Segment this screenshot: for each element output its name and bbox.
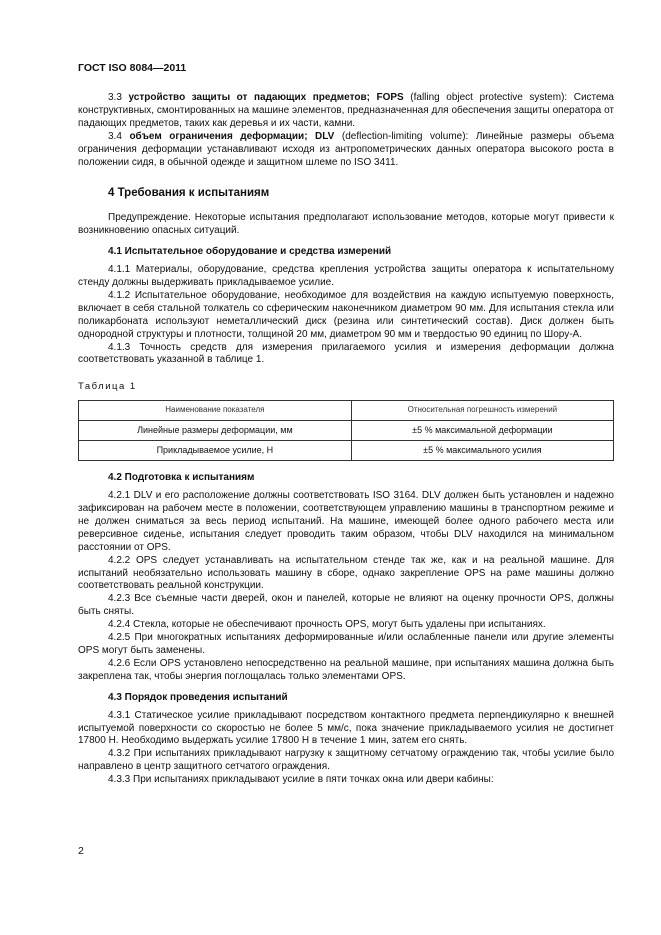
page-content [78,92,614,787]
table-header-row [79,401,614,421]
paragraph-4-2-6: 4.2.6 Если OPS установлено непосредственно на реальной машине, при испытаниях машина должна быть закреплена так, чтобы энергия поглощалась только элементами OPS. [78,657,614,682]
section-4-3-heading: 4.3 Порядок проведения испытаний [108,691,288,703]
paragraph-4-1-2: 4.1.2 Испытательное оборудование, необходимое для воздействия на каждую испытуемую поверхность, включает в себя стальной толкатель со сферическим наконечником диаметром 90 мм. Для испытания стекла или поликарбоната используют неметаллический диск (резина или синтетический состав). Диск должен быть однородной структуры и плотности, толщиной 20 мм, диаметром 90 мм и твердостью 90 единиц по Шору-А. [78,289,614,340]
section-4-2-heading: 4.2 Подготовка к испытаниям [108,472,255,484]
section-4-heading: 4 Требования к испытаниям [108,187,270,200]
def-3-3-term: устройство защиты от падающих предметов; FOPS [128,92,404,103]
table-cell: ±5 % максимального усилия [351,441,613,461]
paragraph-4-2-5: 4.2.5 При многократных испытаниях деформированные и/или ослабленные панели или другие элементы OPS могут быть заменены. [78,632,614,656]
table-header-cell: Наименование показателя [79,401,352,421]
paragraph-4-2-2: 4.2.2 OPS следует устанавливать на испытательном стенде так же, как и на реальной машине. Для испытаний необязательно использовать машину в сборе, однако закрепление OPS на раме машины должно соответствовать реальной конструкции. [78,554,614,592]
table-row [79,421,614,441]
def-3-3-text: (falling object protective system): Система конструктивных, смонтированных на машине элементов, предназначенная для обеспечения защиты оператора от падающих предметов, таких как деревья и их части, камни. [78,92,614,129]
paragraph-4-2-4: 4.2.4 Стекла, которые не обеспечивают прочность OPS, могут быть удалены при испытаниях. [108,619,546,631]
paragraph-4-2-1: 4.2.1 DLV и его расположение должны соответствовать ISO 3164. DLV должен быть установлен и надежно зафиксирован на рабочем месте в положении, соответствующем управлению машины в транспортном режиме и не должен сниматься за весь период испытаний. На машине, имеющей более одного рабочего места или реверсивное сиденье, испытания следует проводить таким образом, чтобы DLV находился на минимальном расстоянии от OPS. [78,490,614,553]
def-3-4-text: (deflection-limiting volume): Линейные размеры объема ограничения деформации устанавливают исходя из антропометрических данных оператора высокого роста в положении сидя, в обычной одежде и защитном шлеме по ISO 3411. [78,130,615,168]
warning-paragraph: Предупреждение. Некоторые испытания предполагают использование методов, которые могут привести к возникновению опасных ситуаций. [78,212,614,237]
table-cell: ±5 % максимальной деформации [351,421,613,441]
page-number: 2 [78,845,84,857]
paragraph-4-3-2: 4.3.2 При испытаниях прикладывают нагрузку к защитному сетчатому ограждению так, чтобы усилие было направлено в центр защитного сетчатого ограждения. [78,748,614,773]
table-cell: Прикладываемое усилие, Н [79,441,352,461]
def-3-4-number: 3.4 [108,130,122,142]
def-3-4-term: объем ограничения деформации; DLV [129,130,335,142]
document-header: ГОСТ ISO 8084—2011 [78,62,187,74]
paragraph-4-1-3: 4.1.3 Точность средств для измерения прилагаемого усилия и измерения деформации должна соответствовать указанной в таблице 1. [78,341,614,366]
definition-3-3 [78,92,614,131]
def-3-3-number: 3.3 [108,92,122,103]
definition-3-4 [78,131,614,170]
paragraph-4-3-3: 4.3.3 При испытаниях прикладывают усилие в пяти точках окна или двери кабины: [108,774,494,786]
table-row [79,441,614,461]
paragraph-4-3-1: 4.3.1 Статическое усилие прикладывают посредством контактного предмета перпендикулярно к внешней испытуемой поверхности со скоростью не более 5 мм/с, пока значение прикладываемого усилия не достигнет 17800 Н. Необходимо выдержать усилие 17800 Н в течение 1 мин, затем его снять. [78,709,614,747]
table-cell: Линейные размеры деформации, мм [79,421,352,441]
table-caption: Таблица 1 [78,381,137,393]
paragraph-4-2-3: 4.2.3 Все съемные части дверей, окон и панелей, которые не влияют на оценку прочности OPS, должны быть сняты. [78,593,614,618]
accuracy-table [78,400,614,461]
section-4-1-heading: 4.1 Испытательное оборудование и средства измерений [108,246,392,258]
paragraph-4-1-1: 4.1.1 Материалы, оборудование, средства крепления устройства защиты оператора к испытательному стенду должны выдерживать прикладываемое усилие. [78,264,614,288]
table-header-cell: Относительная погрешность измерений [351,401,613,421]
